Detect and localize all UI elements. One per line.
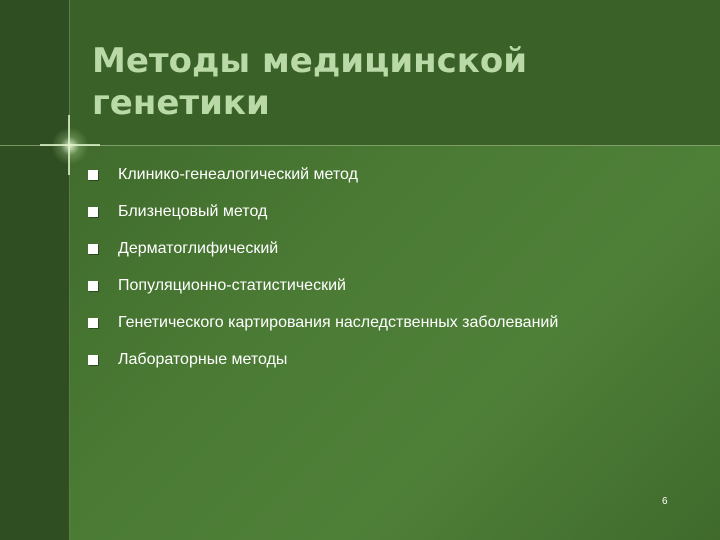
- list-item-label: Лабораторные методы: [118, 350, 288, 368]
- square-bullet-icon: [88, 318, 98, 328]
- list-item: [88, 341, 698, 378]
- square-bullet-icon: [88, 244, 98, 254]
- sparkle-vertical-ray: [68, 115, 70, 175]
- title-line-2: генетики: [92, 83, 270, 123]
- sparkle-icon: [48, 124, 92, 168]
- page-number: 6: [662, 496, 668, 507]
- square-bullet-icon: [88, 281, 98, 291]
- sparkle-horizontal-ray: [40, 144, 100, 146]
- slide-title: [92, 40, 692, 124]
- vertical-divider: [69, 0, 70, 540]
- square-bullet-icon: [88, 207, 98, 217]
- list-item-label: Клинико-генеалогический метод: [118, 165, 358, 183]
- list-item-label: Дерматоглифический: [118, 239, 279, 257]
- list-item-label: Генетического картирования наследственных заболеваний: [118, 313, 559, 331]
- square-bullet-icon: [88, 170, 98, 180]
- list-item: [88, 267, 698, 304]
- list-item-label: Близнецовый метод: [118, 202, 268, 220]
- title-line-1: Методы медицинской: [92, 41, 528, 81]
- horizontal-divider: [0, 145, 720, 146]
- left-decor-band: [0, 0, 70, 540]
- list-item-label: Популяционно-статистический: [118, 276, 346, 294]
- bullet-list: [88, 156, 698, 378]
- list-item: [88, 156, 698, 193]
- list-item: [88, 230, 698, 267]
- list-item: [88, 304, 698, 341]
- list-item: [88, 193, 698, 230]
- square-bullet-icon: [88, 355, 98, 365]
